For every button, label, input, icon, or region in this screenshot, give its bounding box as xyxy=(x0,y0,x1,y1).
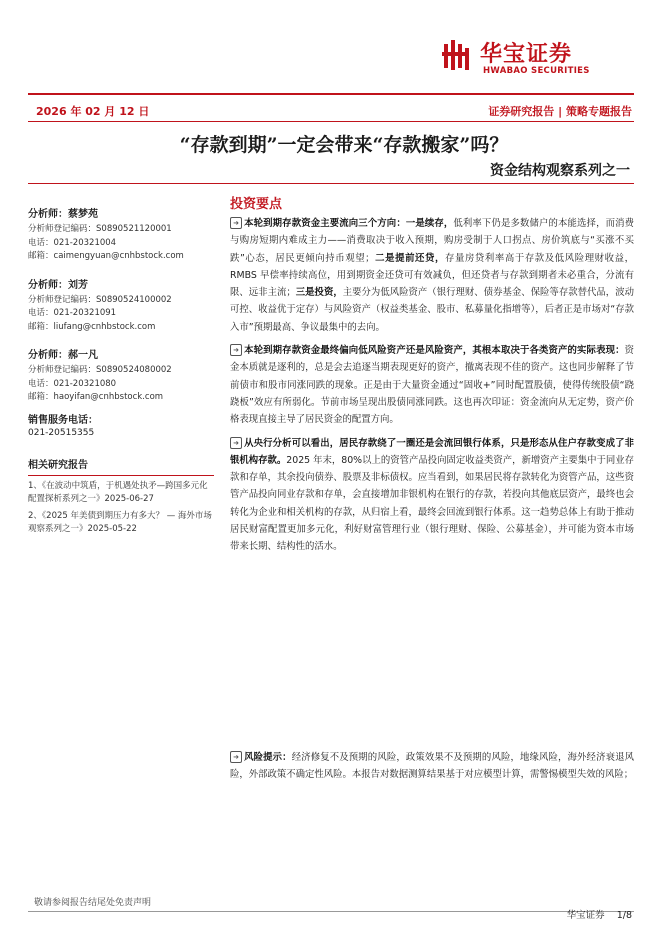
sales-phone: 021-20515355 xyxy=(28,427,95,438)
date-divider xyxy=(28,121,634,122)
page-number: 1/8 xyxy=(616,910,632,921)
sales-title: 销售服务电话： xyxy=(28,414,98,426)
sidebar xyxy=(28,205,214,536)
analyst-card xyxy=(28,276,214,335)
analyst-name: 分析师：郝一凡 xyxy=(28,350,98,361)
analyst-reg: 分析师登记编码：S0890524080002 xyxy=(28,365,172,375)
summary-paragraph: ➜ 本轮到期存款资金最终偏向低风险资产还是风险资产，其根本取决于各类资产的实际表现：资金本质就是逐利的，总是会去追逐当期表现更好的资产，撤离表现不佳的资产。这也同步解释了节前债市和股市同涨同跌的现象。正是由于大量资金通过“固收+”同时配置股债，使得传统股债“跷跷板”效应有所弱化。节前市场呈现出股债同涨同跌。这也再次印证：资金流向从无定势，资产价格表现直接主导了居民资金的配置方向。 xyxy=(230,345,634,426)
title-divider xyxy=(28,183,634,184)
analyst-email[interactable]: 邮箱：liufang@cnhbstock.com xyxy=(28,321,156,332)
hwabao-logo-icon xyxy=(442,38,474,72)
report-title: “存款到期”一定会带来“存款搬家”吗？ xyxy=(179,134,509,156)
summary-paragraph: ➜ 本轮到期存款资金主要流向三个方向：一是续存，低利率下仍是多数储户的本能选择，而消费与购房短期内难成主力——消费取决于收入预期，购房受制于人口拐点、房价筑底与“买涨不买跌”心态，居民更倾向持币观望；二是提前还贷，存量房贷利率高于存款及低风险理财收益，RMBS 早偿率持续高位，用到期资金还贷可有效减负，但还贷者与存款到期者未必重合，分流有限、远非主流；三是投资，主要分为低风险资产（银行理财、债券基金、保险等存款替代品，波动可控、收益优于定存）与风险资产（权益类基金、股市、私募量化指增等），后者正是市场对“存款入市”预期最高、争议最集中的去向。 xyxy=(230,218,634,333)
arrow-bullet-icon: ➜ xyxy=(230,437,242,449)
report-date: 2026 年 02 月 12 日 xyxy=(36,105,150,118)
analyst-email[interactable]: 邮箱：haoyifan@cnhbstock.com xyxy=(28,392,164,402)
report-subtitle: 资金结构观察系列之一 xyxy=(490,163,630,179)
brand-name-cn: 华宝证券 xyxy=(480,42,573,67)
analyst-card xyxy=(28,205,214,264)
brand-name-en: HWABAO SECURITIES xyxy=(483,66,590,76)
analyst-phone: 电话：021-20321004 xyxy=(28,237,117,248)
related-reports-title: 相关研究报告 xyxy=(28,456,214,476)
risk-warning: ➜ 风险提示：经济修复不及预期的风险，政策效果不及预期的风险，地缘风险，海外经济衰退风险，外部政策不确定性风险。本报告对数据测算结果基于对应模型计算，需警惕模型失效的风险； xyxy=(230,752,634,781)
analyst-card xyxy=(28,346,214,405)
arrow-bullet-icon: ➜ xyxy=(230,344,242,356)
analyst-reg: 分析师登记编码：S0890524100002 xyxy=(28,294,172,305)
footer-divider xyxy=(28,911,634,912)
summary-paragraph: ➜ 从央行分析可以看出，居民存款绕了一圈还是会流回银行体系，只是形态从住户存款变成了非银机构存款。2025 年末，80%以上的资管产品投向固定收益类资产，新增资产主要集中于同业存款和存单，其余投向债券、股票及非标债权。应当看到，如果居民将存款转化为资管产品，这些资管产品投向同业存款和存单，会直接增加非银机构在银行的存款，若投向其他底层资产，最终也会转化为企业和相关机构的存款，从归宿上看，最终会回流到银行体系。这一趋势总体上有助于推动居民财富配置更加多元化，利好财富管理行业（银行理财、保险、公募基金），并可能为资本市场带来长期、结构性的活水。 xyxy=(230,437,634,553)
analyst-name: 分析师：蔡梦苑 xyxy=(28,209,98,220)
analyst-phone: 电话：021-20321080 xyxy=(28,378,117,389)
analyst-email[interactable]: 邮箱：caimengyuan@cnhbstock.com xyxy=(28,251,184,261)
related-report-item[interactable]: 1、《在波动中筑盾，于机遇处执矛—跨国多元化配置探析系列之一》2025-06-27 xyxy=(28,480,208,504)
report-type: 证券研究报告 | 策略专题报告 xyxy=(488,105,632,118)
arrow-bullet-icon: ➜ xyxy=(230,217,242,229)
header-divider xyxy=(28,93,634,95)
main-content xyxy=(230,193,634,562)
disclaimer-note: 敬请参阅报告结尾处免责声明 xyxy=(34,898,152,908)
footer-brand-page xyxy=(567,907,632,921)
arrow-bullet-icon: ➜ xyxy=(230,751,242,763)
analyst-name: 分析师：刘芳 xyxy=(28,279,88,291)
related-report-item[interactable]: 2、《2025 年美债到期压力有多大？ — 海外市场观察系列之一》2025-05-22 xyxy=(28,510,212,534)
section-title: 投资要点 xyxy=(230,197,283,212)
analyst-reg: 分析师登记编码：S0890521120001 xyxy=(28,224,172,234)
analyst-phone: 电话：021-20321091 xyxy=(28,308,117,318)
footer-brand: 华宝证券 xyxy=(566,910,605,921)
